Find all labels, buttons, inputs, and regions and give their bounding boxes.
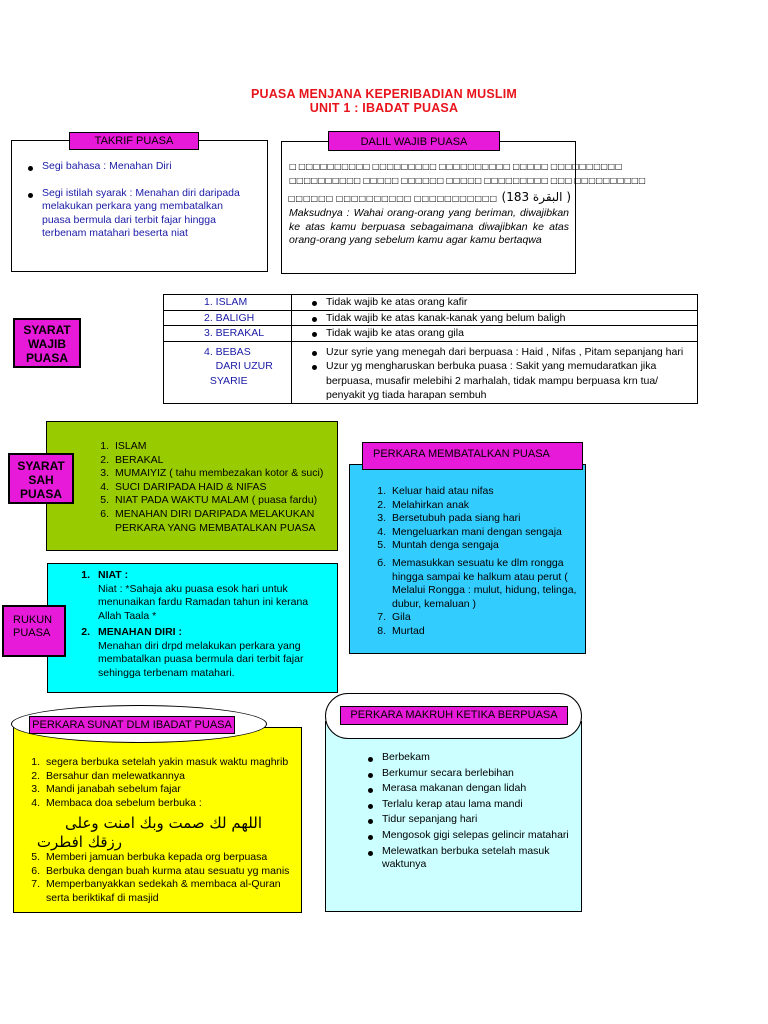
syarat-sah-list [100,440,333,535]
list-item: 5. NIAT PADA WAKTU MALAM ( puasa fardu) [100,494,318,507]
list-item: 2. Bersahur dan melewatkannya [31,769,185,782]
takrif-list [42,160,252,241]
note-cell: Uzur syrie yang menegah dari berpuasa : Haid , Nifas , Pitam sepanjang hari Uzur yg mengharuskan berbuka puasa : Sakit yang memudaratkan jika berpuasa, musafir melebihi 2 marhalah, tidak mampu berpuasa krn tua/ penyakit yg tiada harapan sembuh [292,341,698,403]
cond-cell: 4. BEBAS DARI UZUR SYARIE [164,341,292,403]
table-row [164,341,698,403]
syarat-wajib-label: SYARAT WAJIB PUASA [13,318,81,368]
ayat-reference: ( البقرة 183) [501,190,571,204]
list-item: Berkumur secara berlebihan [382,767,574,781]
sunat-list-a [31,756,298,810]
rukun-label: RUKUN PUASA [2,605,66,657]
sunat-box [13,727,302,913]
membatalkan-label: PERKARA MEMBATALKAN PUASA [362,442,583,470]
list-item: 2. BERAKAL [100,453,164,466]
list-item: 6. Berbuka dengan buah kurma atau sesuatu yg manis [31,864,290,877]
rukun-box [47,563,338,693]
table-row [164,295,698,311]
page-title: PUASA MENJANA KEPERIBADIAN MUSLIM [250,87,518,101]
note-cell: Tidak wajib ke atas kanak-kanak yang belum baligh [292,310,698,326]
sunat-label: PERKARA SUNAT DLM IBADAT PUASA [29,716,235,734]
sunat-list-b [31,851,298,905]
list-item: Tidur sepanjang hari [382,813,574,827]
syarat-sah-box [46,421,338,551]
dalil-label: DALIL WAJIB PUASA [328,131,500,151]
list-item: 2. Melahirkan anak [377,498,470,511]
list-item: 4. Mengeluarkan mani dengan sengaja [377,525,562,538]
list-item: 6. MENAHAN DIRI DARIPADA MELAKUKAN PERKARA YANG MEMBATALKAN PUASA [100,507,316,534]
doa-line-2: رزقك افطرت [36,833,122,851]
dalil-arabic-1: □ □□□□□□□□□□ □□□□□□□□□ □□□□□□□□□□ □□□□□ □□□□□□□□□□ [289,162,622,171]
list-item: 1. Keluar haid atau nifas [377,485,494,497]
cond-cell: 3. BERAKAL [164,326,292,342]
list-item: Terlalu kerap atau lama mandi [382,798,574,812]
list-item: Melewatkan berbuka setelah masuk waktunya [382,845,574,872]
makruh-label: PERKARA MAKRUH KETIKA BERPUASA [340,706,568,725]
takrif-label: TAKRIF PUASA [69,132,199,150]
membatalkan-box [349,464,586,654]
takrif-box [11,140,268,272]
list-item: 4. SUCI DARIPADA HAID & NIFAS [100,480,267,493]
makruh-box [325,721,582,912]
rukun-item: 2. MENAHAN DIRI : Menahan diri drpd melakukan perkara yang membatalkan puasa bermula dari terbit fajar sehingga terbenam matahari. [81,626,304,679]
table-row [164,326,698,342]
list-item: 4. Membaca doa sebelum berbuka : [31,796,202,809]
table-row [164,310,698,326]
list-item: 7. Gila [377,611,411,624]
list-item: 8. Murtad [377,624,425,637]
membatalkan-list [377,485,578,639]
makruh-list [382,751,574,872]
syarat-sah-label: SYARAT SAH PUASA [8,453,74,504]
page-subtitle: UNIT 1 : IBADAT PUASA [309,101,459,115]
list-item: 1. segera berbuka setelah yakin masuk waktu maghrib [31,756,289,768]
dalil-maksudnya: Maksudnya : Wahai orang-orang yang beriman, diwajibkan ke atas kamu berpuasa sebagaimana diwajibkan ke atas orang-orang yang sebelum kamu agar kamu bertaqwa [289,207,569,246]
note-cell: Tidak wajib ke atas orang kafir [292,295,698,311]
rukun-item: 1. NIAT : Niat : *Sahaja aku puasa esok hari untuk menunaikan fardu Ramadan tahun ini kerana Allah Taala * [81,569,309,622]
list-item: б. Memasukkan sesuatu ke dlm rongga hingga sampai ke halkum atau perut ( Melalui Rongga : mulut, hidung, telinga, dubur, kemaluan ) [377,556,577,610]
list-item: 3. Mandi janabah sebelum fajar [31,783,181,796]
list-item: 5. Memberi jamuan berbuka kepada org berpuasa [31,851,268,863]
list-item: 3. Bersetubuh pada siang hari [377,512,521,525]
dalil-arabic-3: □□□□□□□□□□□ □□□□□□□□□□ □□□□□□ [287,194,498,203]
list-item: Merasa makanan dengan lidah [382,782,574,796]
dalil-box [281,141,646,274]
list-item: 1. ISLAM [100,440,147,452]
note-cell: Tidak wajib ke atas orang gila [292,326,698,342]
list-item: 3. MUMAIYIZ ( tahu membezakan kotor & suci) [100,467,324,480]
syarat-wajib-table [163,294,698,404]
list-item: 5. Muntah denga sengaja [377,539,499,552]
cond-cell: 1. ISLAM [164,295,292,311]
dalil-arabic-2: □□□□□□□□□□ □□□□□ □□□□□□ □□□□□ □□□□□□□□□ □□□ □□□□□□□□□□ [289,176,646,185]
list-item: Berbekam [382,751,574,765]
list-item: 7. Memperbanyakkan sedekah & membaca al-Quran serta beriktikaf di masjid [31,878,281,904]
takrif-item: Segi istilah syarak : Menahan diri daripada melakukan perkara yang membatalkan puasa bermula dari terbit fajar hingga terbenam matahari beserta niat [42,187,252,241]
cond-cell: 2. BALIGH [164,310,292,326]
takrif-item: Segi bahasa : Menahan Diri [42,160,252,174]
doa-line-1: اللهم لك صمت وبك امنت وعلى [65,814,262,832]
list-item: Mengosok gigi selepas gelincir matahari [382,829,574,843]
dalil-ayat-line [289,188,571,206]
